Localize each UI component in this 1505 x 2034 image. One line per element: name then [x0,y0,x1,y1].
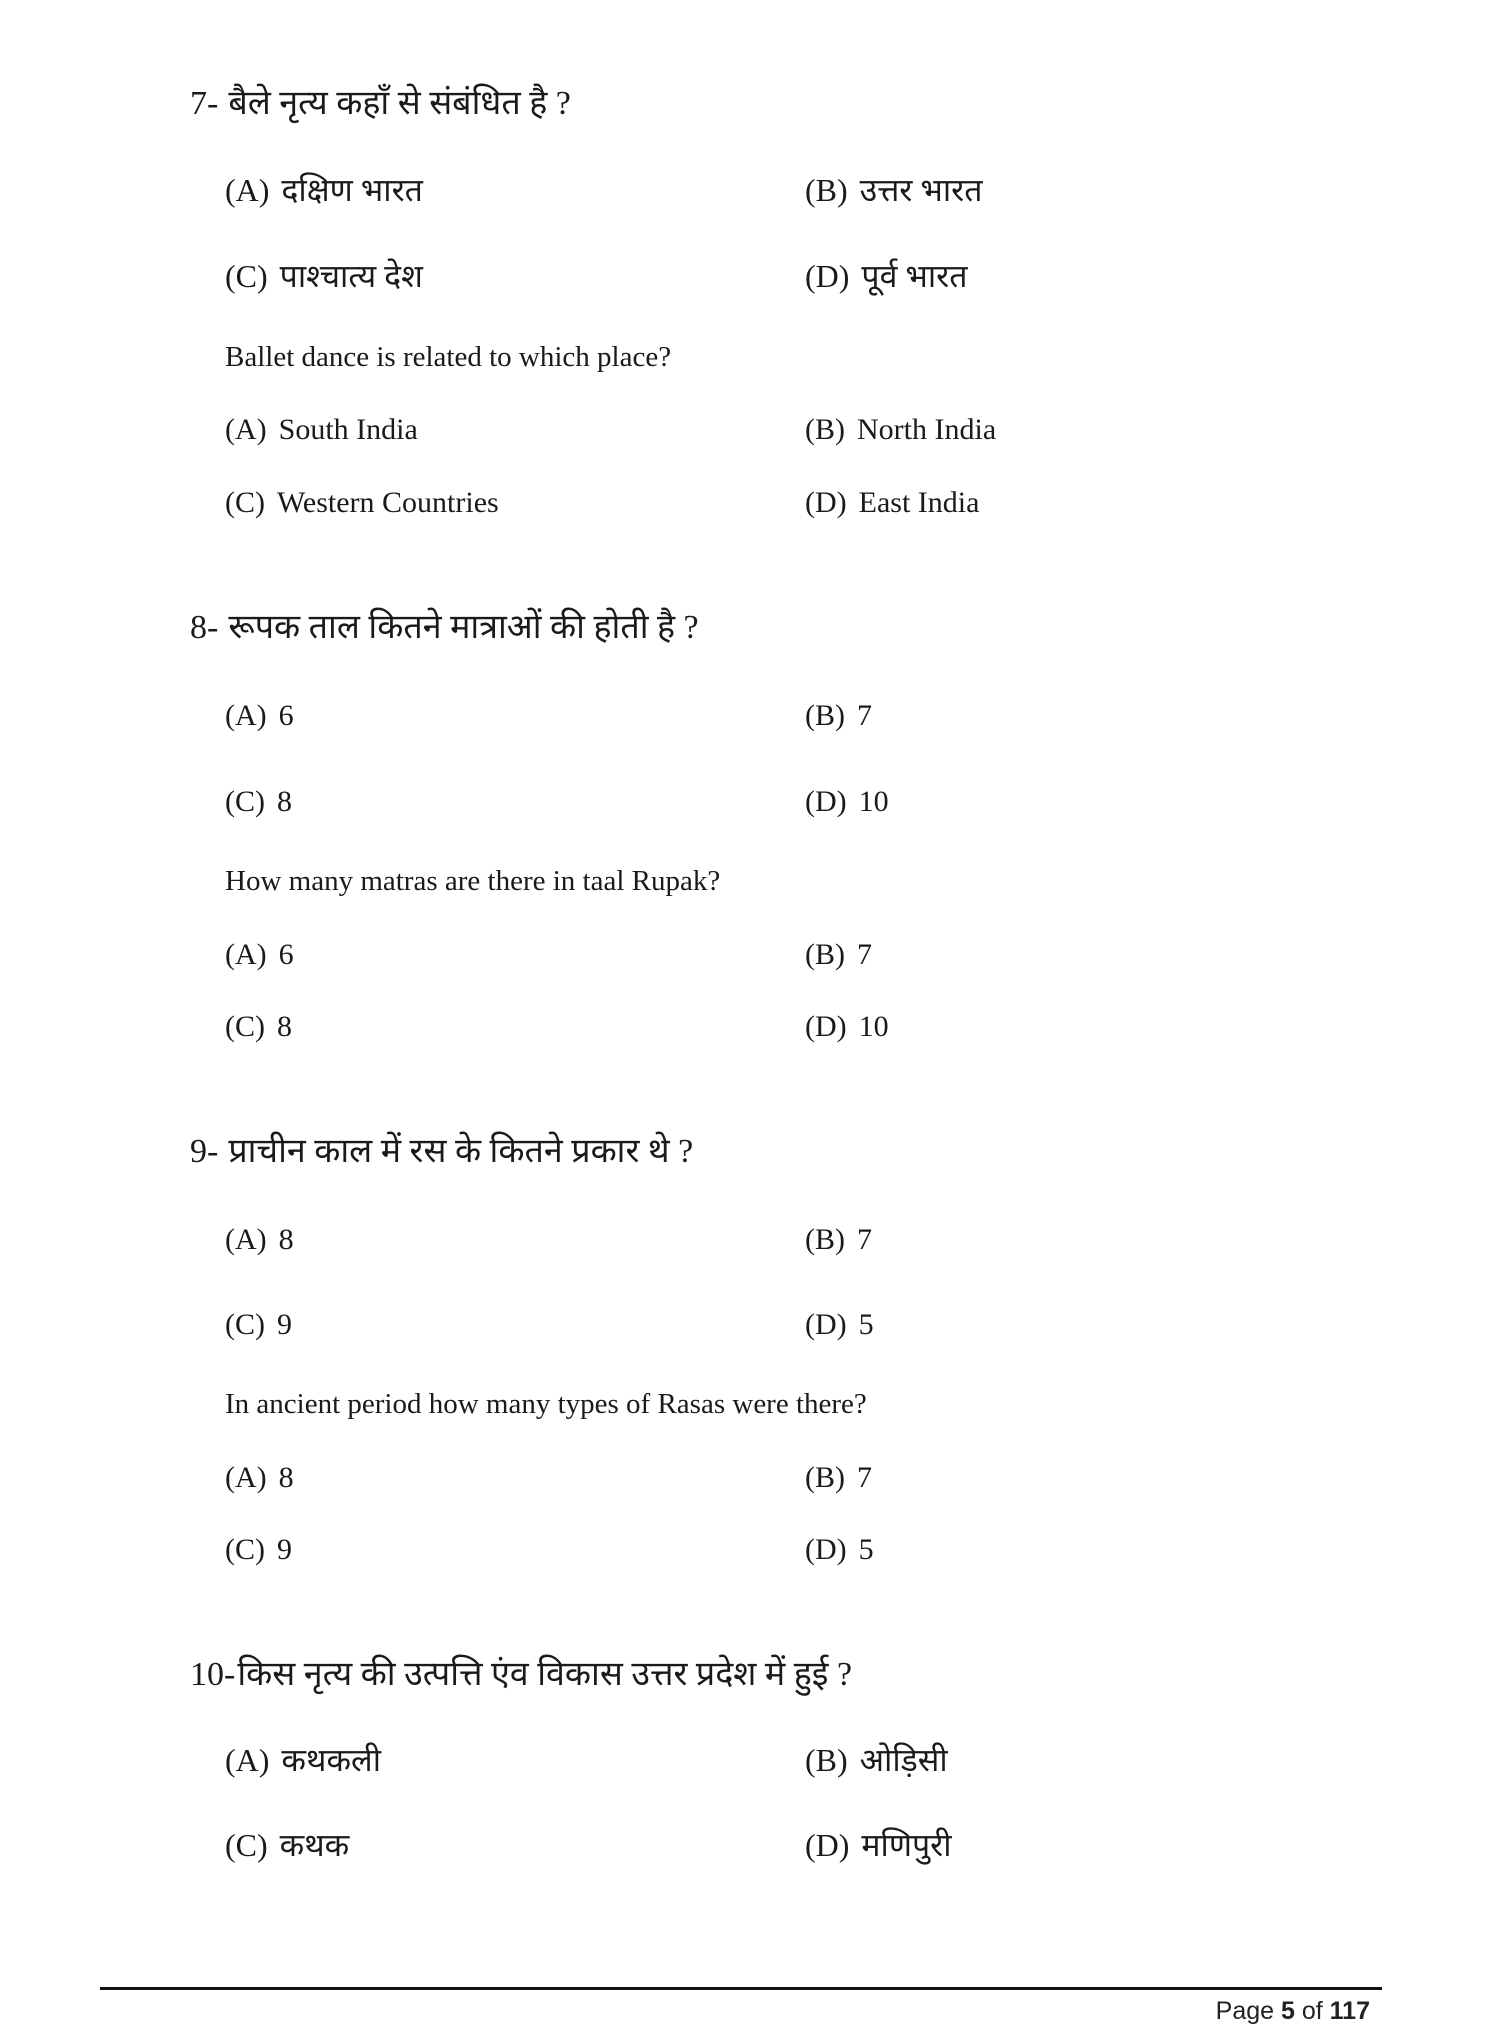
question-number: 10- [190,1656,236,1693]
question-text: रूपक ताल कितने मात्राओं की होती है ? [228,609,699,646]
q8-english-option-a: (A) 6 [225,938,294,971]
q9-hindi-option-c: (C) 9 [225,1308,292,1341]
q10-hindi-option-d: (D) मणिपुरी [805,1827,952,1863]
question-9-hindi [190,1130,693,1174]
q8-english-option-b: (B) 7 [805,938,872,971]
question-number: 8- [190,609,219,646]
question-7-english: Ballet dance is related to which place? [225,341,672,373]
q9-hindi-option-a: (A) 8 [225,1223,294,1256]
question-text: किस नृत्य की उत्पत्ति एंव विकास उत्तर प्रदेश में हुई ? [237,1656,853,1693]
q7-english-option-b: (B) North India [805,413,997,446]
q7-hindi-option-c: (C) पाश्चात्य देश [225,258,423,294]
question-text: प्राचीन काल में रस के कितने प्रकार थे ? [228,1133,694,1170]
q7-hindi-option-a: (A) दक्षिण भारत [225,172,423,208]
q8-english-option-c: (C) 8 [225,1010,292,1043]
q9-english-option-c: (C) 9 [225,1533,292,1566]
q10-hindi-option-b: (B) ओड़िसी [805,1742,948,1778]
q8-hindi-option-a: (A) 6 [225,699,294,732]
page-number: Page 5 of 117 [1215,1997,1370,2025]
q8-english-option-d: (D) 10 [805,1010,889,1043]
q7-hindi-option-d: (D) पूर्व भारत [805,258,968,294]
question-text: बैले नृत्य कहाँ से संबंधित है ? [228,85,571,122]
q9-hindi-option-b: (B) 7 [805,1223,872,1256]
q8-hindi-option-d: (D) 10 [805,785,889,818]
question-9-english: In ancient period how many types of Rasas were there? [225,1388,867,1420]
question-7-hindi [190,82,571,126]
q7-hindi-option-b: (B) उत्तर भारत [805,172,983,208]
q8-hindi-option-b: (B) 7 [805,699,872,732]
footer-divider [100,1987,1382,1990]
q8-hindi-option-c: (C) 8 [225,785,292,818]
question-8-hindi [190,606,699,650]
question-8-english: How many matras are there in taal Rupak? [225,865,721,897]
q10-hindi-option-a: (A) कथकली [225,1742,382,1778]
q7-english-option-d: (D) East India [805,486,980,519]
q9-hindi-option-d: (D) 5 [805,1308,874,1341]
q7-english-option-c: (C) Western Countries [225,486,499,519]
q9-english-option-b: (B) 7 [805,1461,872,1494]
q10-hindi-option-c: (C) कथक [225,1827,350,1863]
q7-english-option-a: (A) South India [225,413,418,446]
q9-english-option-d: (D) 5 [805,1533,874,1566]
question-number: 9- [190,1133,219,1170]
question-10-hindi [190,1653,852,1697]
q9-english-option-a: (A) 8 [225,1461,294,1494]
question-number: 7- [190,85,219,122]
